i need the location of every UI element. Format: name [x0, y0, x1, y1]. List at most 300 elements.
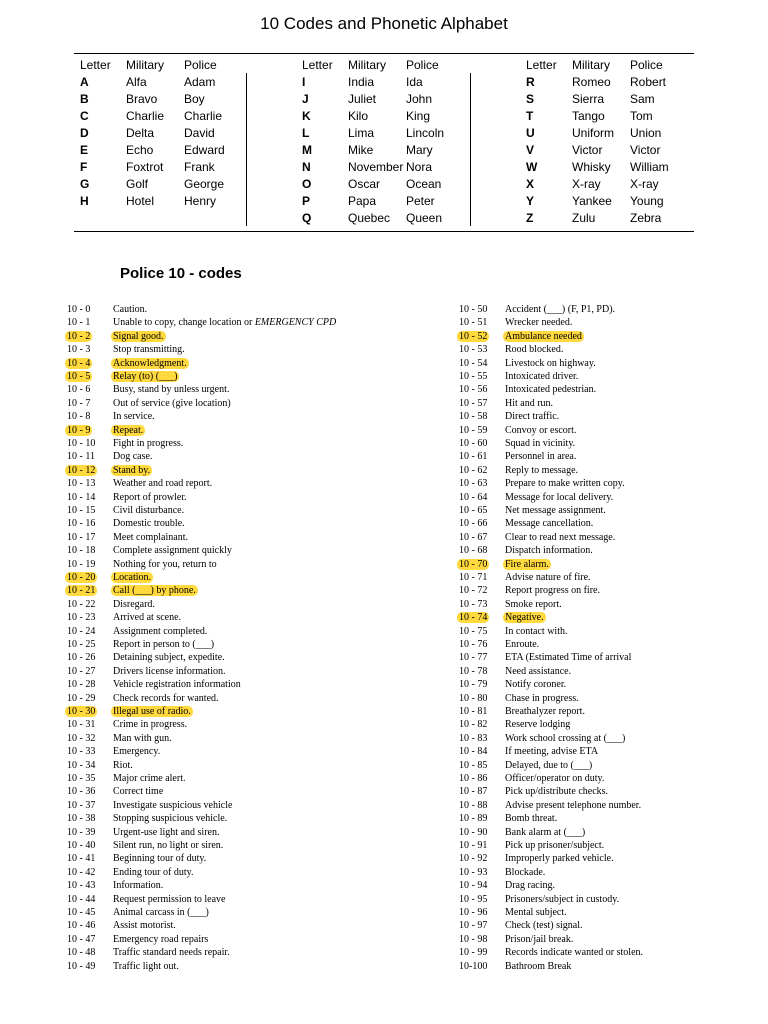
code-number — [459, 638, 487, 651]
code-number — [67, 946, 95, 959]
code-number — [459, 571, 487, 584]
code-number-text: 10 - 39 — [67, 826, 96, 838]
page-title: 10 Codes and Phonetic Alphabet — [260, 14, 508, 33]
code-description-text: ETA (Estimated Time of arrival — [505, 652, 632, 664]
code-number-text: 10 - 42 — [67, 866, 96, 878]
military-word: Tango — [572, 109, 605, 123]
code-number-text: 10 - 88 — [459, 799, 488, 811]
code-description — [113, 517, 185, 530]
code-number-text: 10 - 93 — [459, 866, 488, 878]
header-letter: Letter — [302, 58, 333, 72]
code-description — [113, 424, 145, 437]
police-word: Robert — [630, 75, 667, 89]
code-description-text: Information. — [113, 880, 164, 892]
code-description — [505, 678, 566, 691]
code-number-text: 10 - 44 — [67, 893, 96, 905]
code-description — [113, 879, 163, 892]
alphabet-letter: G — [80, 177, 90, 191]
code-description-text: Prisoners/subject in custody. — [505, 893, 620, 905]
code-number — [459, 732, 487, 745]
code-number-text: 10 - 55 — [459, 371, 488, 382]
code-description — [113, 544, 232, 557]
code-number-text: 10 - 85 — [459, 759, 488, 771]
code-description — [113, 759, 133, 772]
code-description-text: Stop transmitting. — [113, 344, 185, 356]
code-description — [113, 464, 152, 477]
code-number-text: 10 - 1 — [67, 317, 91, 329]
code-number-text: 10 - 6 — [67, 384, 91, 396]
code-description — [505, 330, 584, 343]
police-word: Victor — [630, 143, 661, 157]
alphabet-letter: P — [302, 194, 311, 208]
code-description — [113, 651, 225, 664]
code-description-text: Traffic light out. — [113, 960, 179, 972]
code-number — [459, 651, 487, 664]
code-number — [67, 651, 95, 664]
code-number — [459, 531, 487, 544]
code-description — [505, 638, 539, 651]
police-word: Henry — [184, 194, 217, 208]
code-number-text: 10 - 28 — [67, 679, 96, 691]
code-description — [113, 303, 147, 316]
code-description — [113, 960, 179, 973]
code-number-text: 10 - 5 — [67, 371, 91, 382]
code-number-text: 10 - 64 — [459, 491, 488, 503]
code-description — [113, 330, 166, 343]
code-description-text: Traffic standard needs repair. — [113, 947, 230, 959]
police-word: Ida — [406, 75, 423, 89]
code-number-text: 10 - 63 — [459, 478, 488, 490]
alphabet-letter: Q — [302, 211, 312, 225]
code-description-text: Acknowledgment. — [113, 357, 187, 369]
code-number — [67, 625, 95, 638]
code-number-text: 10 - 4 — [67, 357, 91, 369]
header-military: Military — [572, 58, 610, 72]
code-description — [113, 893, 225, 906]
code-number — [67, 692, 95, 705]
code-number-text: 10 - 33 — [67, 746, 96, 758]
code-description — [113, 383, 229, 396]
code-description — [505, 464, 578, 477]
code-description — [505, 919, 582, 932]
code-description-text: Repeat. — [113, 424, 144, 436]
code-description-text: Notify coroner. — [505, 679, 567, 691]
code-description-text: Illegal use of radio. — [113, 706, 191, 717]
code-number-text: 10 - 25 — [67, 639, 96, 650]
code-description-text: Detaining subject, expedite. — [113, 652, 225, 664]
code-description — [113, 316, 336, 329]
code-number — [67, 933, 95, 946]
military-word: Victor — [572, 143, 603, 157]
code-number — [459, 598, 487, 611]
header-police: Police — [184, 58, 217, 72]
code-description — [505, 665, 571, 678]
military-word: Golf — [126, 177, 149, 191]
code-description — [113, 933, 208, 946]
code-description-text: Emergency road repairs — [113, 933, 209, 945]
code-description-text: Squad in vicinity. — [505, 438, 576, 449]
alphabet-letter: L — [302, 126, 310, 140]
code-description-text: Enroute. — [505, 639, 540, 650]
code-description — [113, 678, 241, 691]
code-description-text: Check (test) signal. — [505, 920, 583, 932]
code-description-text: In service. — [113, 411, 155, 423]
code-number-text: 10 - 76 — [459, 639, 488, 650]
code-number — [459, 960, 487, 973]
military-word: Yankee — [572, 194, 612, 208]
code-description-text: Livestock on highway. — [505, 357, 596, 369]
alphabet-letter: J — [302, 92, 309, 106]
code-number — [67, 745, 95, 758]
code-description — [505, 946, 643, 959]
code-number-text: 10 - 75 — [459, 625, 488, 637]
code-description-text: Accident (___) (F, P1, PD). — [505, 304, 616, 315]
police-word: Sam — [630, 92, 655, 106]
code-number-text: 10 - 68 — [459, 545, 488, 557]
code-number-text: 10 - 14 — [67, 491, 96, 503]
alphabet-letter: O — [302, 177, 312, 191]
table-divider — [470, 73, 471, 226]
code-number — [67, 544, 95, 557]
code-description-text: Pick up/distribute checks. — [505, 786, 609, 798]
code-number-text: 10 - 9 — [67, 424, 91, 436]
code-description-text: Reserve lodging — [505, 719, 571, 731]
code-number — [459, 933, 487, 946]
code-description — [505, 692, 579, 705]
alphabet-letter: B — [80, 92, 89, 106]
code-number-text: 10 - 91 — [459, 840, 488, 851]
code-number — [459, 665, 487, 678]
code-description-text: Report progress on fire. — [505, 585, 600, 597]
code-description-text: Negative. — [505, 612, 544, 624]
code-number-text: 10 - 89 — [459, 813, 488, 825]
code-description — [505, 933, 573, 946]
alphabet-letter: C — [80, 109, 89, 123]
code-number-text: 10 - 73 — [459, 598, 488, 610]
code-description-text: Check records for wanted. — [113, 692, 219, 704]
code-number — [67, 732, 95, 745]
code-number-text: 10 - 16 — [67, 518, 96, 530]
code-number — [67, 772, 95, 785]
code-description — [505, 839, 604, 852]
alphabet-letter: N — [302, 160, 311, 174]
code-description — [505, 772, 604, 785]
code-description — [113, 410, 155, 423]
code-number — [67, 705, 97, 718]
code-number — [459, 799, 487, 812]
code-number — [459, 491, 487, 504]
alphabet-letter: S — [526, 92, 535, 106]
code-description-text: Ambulance needed — [505, 330, 582, 342]
code-number — [459, 692, 487, 705]
code-description — [505, 745, 598, 758]
code-number-text: 10 - 38 — [67, 813, 96, 825]
code-number-text: 10 - 41 — [67, 853, 96, 865]
code-description — [113, 718, 187, 731]
code-description-text: Meet complainant. — [113, 531, 188, 543]
code-number-text: 10 - 21 — [67, 585, 96, 597]
military-word: Foxtrot — [126, 160, 164, 174]
code-description-text: Man with gun. — [113, 732, 172, 744]
code-description-text: Advise present telephone number. — [505, 799, 642, 811]
code-description-text: Blockade. — [505, 866, 546, 878]
code-description-text: Intoxicated driver. — [505, 371, 579, 382]
code-description — [505, 705, 585, 718]
police-word: George — [184, 177, 225, 191]
code-number-text: 10 - 34 — [67, 759, 96, 771]
code-description-text: Correct time — [113, 786, 164, 798]
code-number — [67, 531, 95, 544]
code-description-text: Prepare to make written copy. — [505, 478, 625, 490]
code-description — [113, 906, 209, 919]
code-number — [459, 450, 487, 463]
code-description — [113, 531, 188, 544]
code-description — [113, 919, 176, 932]
code-number — [459, 745, 487, 758]
code-description-text: Vehicle registration information — [113, 679, 241, 691]
code-description — [505, 450, 576, 463]
military-word: Hotel — [126, 194, 155, 208]
table-divider — [246, 73, 247, 226]
code-number-text: 10 - 94 — [459, 880, 488, 892]
code-number — [459, 357, 487, 370]
code-number — [67, 584, 97, 597]
code-number — [459, 397, 487, 410]
code-number-text: 10 - 67 — [459, 531, 488, 543]
code-description-text: Work school crossing at (___) — [505, 732, 626, 744]
code-description-text: Signal good. — [113, 330, 164, 342]
code-number — [459, 772, 487, 785]
police-word: Nora — [406, 160, 433, 174]
code-number-text: 10 - 71 — [459, 572, 488, 583]
code-number-text: 10 - 11 — [67, 451, 95, 463]
code-description-text: Hit and run. — [505, 397, 554, 409]
code-number — [67, 571, 97, 584]
code-number — [67, 598, 95, 611]
code-number-text: 10 - 72 — [459, 585, 488, 597]
code-description-text: Emergency. — [113, 746, 161, 758]
header-letter: Letter — [526, 58, 557, 72]
alphabet-letter: F — [80, 160, 88, 174]
alphabet-letter: A — [80, 75, 89, 89]
military-word: Lima — [348, 126, 375, 140]
code-description-text: Officer/operator on duty. — [505, 773, 605, 784]
code-description-text: Busy, stand by unless urgent. — [113, 384, 230, 396]
police-word: Mary — [406, 143, 433, 157]
code-description — [505, 611, 546, 624]
code-description-text: Stand by. — [113, 464, 151, 476]
code-number — [459, 330, 489, 343]
code-number-text: 10 - 45 — [67, 907, 96, 918]
code-number-text: 10 - 23 — [67, 612, 96, 624]
code-description-text: Drag racing. — [505, 880, 555, 892]
code-description — [113, 357, 189, 370]
code-description — [505, 906, 567, 919]
code-description-text: Direct traffic. — [505, 411, 560, 423]
code-description-text: Message for local delivery. — [505, 491, 614, 503]
code-description-text: Unable to copy, change location or — [113, 317, 253, 329]
police-word: Ocean — [406, 177, 442, 191]
code-description — [505, 397, 553, 410]
code-description — [505, 625, 567, 638]
code-description-text: Assignment completed. — [113, 625, 208, 637]
code-number — [459, 383, 487, 396]
code-description — [113, 584, 198, 597]
code-description-text: Out of service (give location) — [113, 397, 231, 409]
military-word: Romeo — [572, 75, 611, 89]
code-description — [113, 504, 184, 517]
code-number — [459, 812, 487, 825]
code-description — [113, 558, 217, 571]
alphabet-letter: V — [526, 143, 535, 157]
code-number-text: 10 - 24 — [67, 625, 96, 637]
code-number — [459, 946, 487, 959]
phonetic-alphabet-table — [74, 53, 694, 232]
alphabet-letter: I — [302, 75, 306, 89]
military-word: Alfa — [126, 75, 147, 89]
alphabet-letter: K — [302, 109, 311, 123]
code-description-text: Mental subject. — [505, 907, 567, 918]
code-description — [505, 718, 570, 731]
police-word: Boy — [184, 92, 205, 106]
police-word: Edward — [184, 143, 225, 157]
code-description — [505, 424, 576, 437]
code-number — [67, 491, 95, 504]
code-description-text: Major crime alert. — [113, 773, 186, 784]
code-description — [505, 960, 571, 973]
code-number — [459, 477, 487, 490]
code-number — [67, 919, 95, 932]
code-number-text: 10 - 52 — [459, 330, 488, 342]
code-number-text: 10 - 82 — [459, 719, 488, 731]
code-description — [113, 638, 214, 651]
alphabet-letter: M — [302, 143, 312, 157]
code-number-text: 10 - 12 — [67, 464, 96, 476]
code-description-text: Crime in progress. — [113, 719, 188, 731]
alphabet-letter: H — [80, 194, 89, 208]
code-description-text: Assist motorist. — [113, 920, 176, 932]
header-letter: Letter — [80, 58, 111, 72]
code-description-text: Urgent-use light and siren. — [113, 826, 220, 838]
military-word: X-ray — [572, 177, 601, 191]
code-description — [505, 651, 631, 664]
code-number — [459, 625, 487, 638]
code-number-text: 10 - 81 — [459, 706, 488, 717]
header-police: Police — [406, 58, 439, 72]
section-title: Police 10 - codes — [120, 265, 242, 282]
code-number — [459, 343, 487, 356]
police-word: Union — [630, 126, 662, 140]
code-number — [459, 303, 487, 316]
code-number — [459, 879, 487, 892]
code-number — [67, 665, 95, 678]
code-number-text: 10 - 30 — [67, 706, 96, 717]
code-description — [505, 879, 555, 892]
code-number — [459, 866, 487, 879]
code-description — [505, 571, 591, 584]
code-description — [113, 946, 230, 959]
police-word: Peter — [406, 194, 435, 208]
code-number-text: 10 - 87 — [459, 786, 488, 798]
code-number-text: 10 - 26 — [67, 652, 96, 664]
code-description — [505, 558, 551, 571]
code-description — [113, 839, 223, 852]
code-number — [67, 852, 95, 865]
code-number — [67, 357, 92, 370]
code-description — [505, 357, 596, 370]
code-number — [67, 370, 92, 383]
code-description — [113, 571, 153, 584]
code-number-text: 10 - 62 — [459, 464, 488, 476]
code-description — [505, 316, 572, 329]
code-number — [67, 558, 95, 571]
code-number — [67, 611, 95, 624]
code-number — [67, 718, 95, 731]
police-word: X-ray — [630, 177, 659, 191]
code-number-text: 10 - 99 — [459, 947, 488, 959]
code-description — [113, 491, 187, 504]
code-description-text: Complete assignment quickly — [113, 545, 232, 557]
code-description — [113, 437, 183, 450]
code-number — [67, 330, 92, 343]
code-description — [505, 852, 614, 865]
code-description — [113, 598, 155, 611]
code-description — [113, 785, 163, 798]
code-number-text: 10 - 78 — [459, 665, 488, 677]
code-description — [113, 772, 185, 785]
code-description-text: Dog case. — [113, 451, 153, 463]
code-number-text: 10 - 86 — [459, 773, 488, 784]
code-description — [505, 759, 592, 772]
code-number — [459, 785, 487, 798]
code-description — [505, 370, 578, 383]
code-description-text: Arrived at scene. — [113, 612, 182, 624]
code-description-text: Fight in progress. — [113, 438, 184, 449]
code-number-text: 10 - 96 — [459, 907, 488, 918]
code-number-text: 10 - 98 — [459, 933, 488, 945]
header-military: Military — [348, 58, 386, 72]
code-description-text: Bank alarm at (___) — [505, 826, 586, 838]
code-description-text: Records indicate wanted or stolen. — [505, 947, 644, 959]
code-description-text: Fire alarm. — [505, 558, 549, 570]
code-number-text: 10 - 66 — [459, 518, 488, 530]
code-number-text: 10 - 48 — [67, 947, 96, 959]
alphabet-letter: Y — [526, 194, 535, 208]
code-description-text: Weather and road report. — [113, 478, 213, 490]
code-number — [67, 450, 95, 463]
code-number-text: 10-100 — [459, 960, 488, 972]
military-word: November — [348, 160, 404, 174]
code-number — [459, 424, 487, 437]
military-word: India — [348, 75, 375, 89]
code-description-text: Drivers license information. — [113, 665, 226, 677]
code-number-text: 10 - 51 — [459, 317, 488, 329]
code-number — [459, 826, 487, 839]
code-description — [505, 491, 613, 504]
code-number — [67, 343, 90, 356]
code-description — [505, 343, 563, 356]
code-number-text: 10 - 61 — [459, 451, 488, 463]
code-description — [113, 826, 219, 839]
code-number-text: 10 - 8 — [67, 411, 91, 423]
code-number — [459, 370, 487, 383]
code-number-text: 10 - 70 — [459, 558, 488, 570]
code-description-text: Domestic trouble. — [113, 518, 185, 530]
code-description — [113, 799, 232, 812]
code-description — [505, 799, 641, 812]
code-number-text: 10 - 37 — [67, 799, 96, 811]
code-number-text: 10 - 29 — [67, 692, 96, 704]
